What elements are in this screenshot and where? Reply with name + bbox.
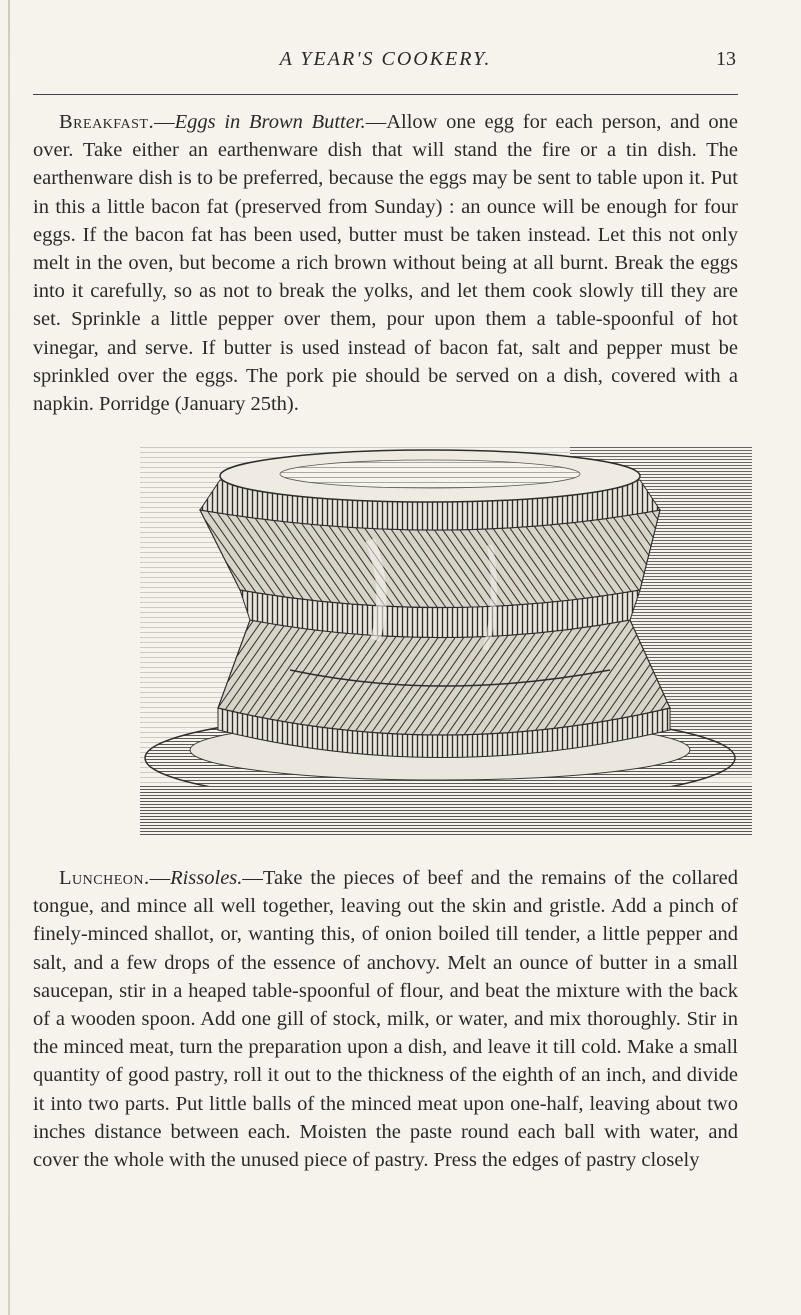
page-number: 13 [716, 48, 736, 70]
pork-pie-engraving-icon [140, 440, 752, 836]
running-title: A YEAR'S COOKERY. [279, 48, 492, 70]
luncheon-body: —Take the pieces of beef and the remains of the collared tongue, and mince all well together, leaving out the skin and gristle. Add a pinch of finely-minced shallot, or, wanting this, of onion boiled till tender, a little pepper and salt, and a few drops of the essence of anchovy. Melt an ounce of butter in a small saucepan, stir in a heaped table-spoonful of flour, and beat the mixture with the back of a wooden spoon. Add one gill of stock, milk, or water, and mix thoroughly. Stir in the minced meat, turn the preparation upon a dish, and leave it till cold. Make a small quantity of good pastry, roll it out to the thickness of the eighth of an inch, and divide it into two parts. Put little balls of the minced meat upon one-half, leaving about two inches distance between each. Moisten the paste round each ball with water, and cover the whole with the unused piece of pastry. Press the edges of pastry closely [33, 867, 738, 1172]
breakfast-dish-title: Eggs in Brown Butter. [174, 111, 366, 133]
header-rule [33, 94, 738, 95]
luncheon-paragraph [33, 864, 738, 1174]
page-header [33, 42, 738, 82]
page-edge [8, 0, 10, 1315]
luncheon-dash: — [149, 867, 171, 889]
luncheon-dish-title: Rissoles. [170, 867, 243, 889]
luncheon-label: Luncheon. [59, 867, 150, 889]
breakfast-body: —Allow one egg for each person, and one over. Take either an earthenware dish that will stand the fire or a tin dish. The earthenware dish is to be preferred, because the eggs may be sent to table upon it. Put in this a little bacon fat (preserved from Sunday) : an ounce will be enough for four eggs. If the bacon fat has been used, butter must be taken instead. Let this not only melt in the oven, but become a rich brown without being at all burnt. Break the eggs into it carefully, so as not to break the yolks, and let them cook slowly till they are set. Sprinkle a little pepper over them, pour upon them a table-spoonful of hot vinegar, and serve. If butter is used instead of bacon fat, salt and pepper must be sprinkled over the eggs. The pork pie should be served on a dish, covered with a napkin. Porridge (January 25th). [33, 111, 739, 416]
breakfast-paragraph [33, 108, 738, 418]
breakfast-label: Breakfast. [59, 111, 155, 133]
breakfast-dash: — [154, 111, 175, 133]
